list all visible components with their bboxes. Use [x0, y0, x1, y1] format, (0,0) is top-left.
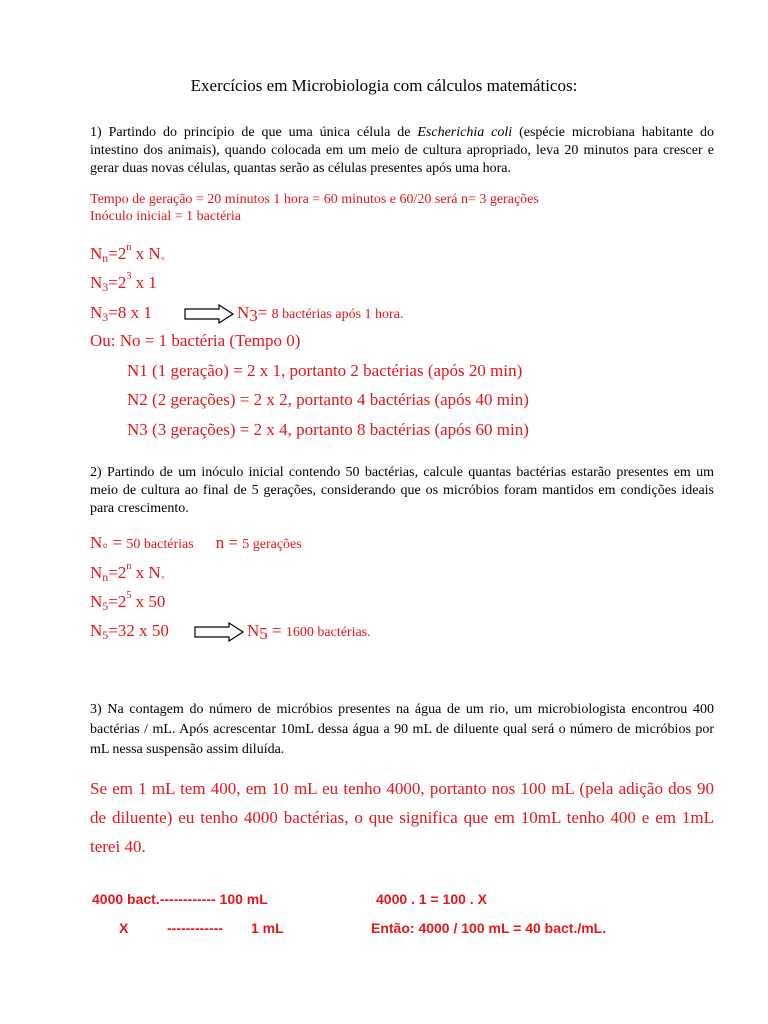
arrow-right-icon — [183, 304, 235, 324]
q1-substitution: $N_3=2^3$ x 1 — [90, 271, 157, 294]
page-title: Exercícios em Microbiologia com cálculos matemáticos: — [190, 76, 578, 95]
question-2: 2) Partindo de um inóculo inicial contendo 50 bactérias, calcule quantas bactérias estarão presentes em um meio de cultura ao final de 5 gerações, considerando que os micróbios foram mantidos em condições ideais para crescimento. — [90, 465, 714, 516]
q1-alternative-line-1: N1 (1 geração) = 2 x 1, portanto 2 bactérias (após 20 min) — [127, 361, 523, 380]
q3-calc-row-1-left: 4000 bact.------------ 100 mL — [92, 891, 268, 907]
q1-formula: $N_n=2^n$ x $N_◦$ — [90, 242, 165, 265]
q3-calc-row-2-x: X — [119, 920, 129, 936]
q3-answer: Se em 1 mL tem 400, em 10 mL eu tenho 4000, portanto nos 100 mL (pela adição dos 90 de diluente) eu tenho 4000 bactérias, o que significa que em 10mL tenho 400 e em 1mL terei 40. — [90, 779, 714, 856]
species-name: Escherichia coli — [417, 125, 513, 140]
q3-calc-row-2-dash: ------------ — [167, 920, 223, 936]
q2-calculation: $N_5=32$ x 50 — [90, 621, 169, 642]
q1-alternative-line-3: N3 (3 gerações) = 2 x 4, portanto 8 bactérias (após 60 min) — [127, 420, 529, 439]
question-1 — [90, 124, 714, 178]
q1-alternative-heading: Ou: No = 1 bactéria (Tempo 0) — [90, 331, 301, 350]
question-3: 3) Na contagem do número de micróbios presentes na água de um rio, um microbiologista encontrou 400 bactérias / mL. Após acrescentar 10mL dessa água a 90 mL de diluente qual será o número de micróbios por mL nessa suspensão assim diluída. — [90, 702, 714, 757]
q1-result: $N_3= 8$ bactérias após 1 hora. — [237, 303, 404, 325]
q1-calculation: $N_3=8$ x 1 — [90, 303, 152, 324]
q2-substitution: $N_5=2^5$ x 50 — [90, 590, 166, 613]
q3-calc-row-2-right: Então: 4000 / 100 mL = 40 bact./mL. — [371, 920, 607, 936]
q3-calc-row-2-ml: 1 mL — [251, 920, 284, 936]
q1-alternative-line-2: N2 (2 gerações) = 2 x 2, portanto 4 bactérias (após 40 min) — [127, 390, 529, 409]
q2-given: $N_◦ = 50$ bactérias n = 5 gerações — [90, 533, 302, 555]
q2-formula: $N_n=2^n$ x $N_◦$ — [90, 561, 165, 584]
arrow-right-icon — [193, 622, 245, 642]
q3-calc-row-1-right: 4000 . 1 = 100 . X — [376, 891, 487, 907]
q1-answer-line-2: Inóculo inicial = 1 bactéria — [90, 209, 241, 224]
q2-result: $N_5 = 1600$ bactérias. — [247, 621, 371, 643]
q1-answer-line-1: Tempo de geração = 20 minutos 1 hora = 60 minutos e 60/20 será n= 3 gerações — [90, 192, 539, 207]
question-1-text-end: (espécie microbiana habitante do intestino dos animais), quando colocada em um meio de cultura apropriado, leva 20 minutos para crescer e gerar duas novas células, quantas serão as células presentes após uma hora. — [90, 125, 715, 176]
question-1-text-start: 1) Partindo do princípio de que uma única célula de — [90, 125, 418, 140]
